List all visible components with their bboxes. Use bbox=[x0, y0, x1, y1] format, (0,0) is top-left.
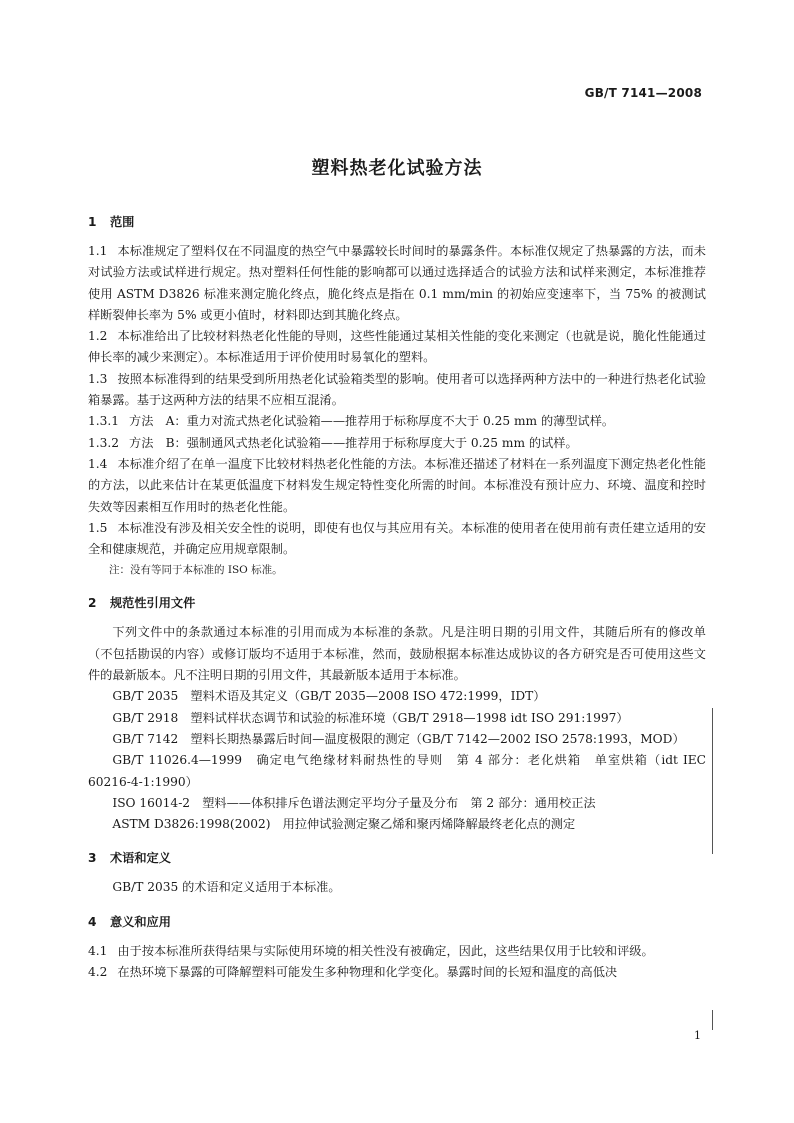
section-number: 3 bbox=[88, 851, 97, 866]
reference-item: GB/T 11026.4—1999 确定电气绝缘材料耐热性的导则 第 4 部分：老化烘箱 单室烘箱（idt IEC 60216-4-1:1990） bbox=[88, 753, 706, 789]
clause-1-3 bbox=[88, 369, 706, 412]
document-title: 塑料热老化试验方法 bbox=[311, 158, 483, 179]
section-1-heading bbox=[88, 212, 706, 232]
clause-1-4 bbox=[88, 454, 706, 518]
section-title: 术语和定义 bbox=[110, 851, 171, 866]
reference-item: GB/T 7142 塑料长期热暴露后时间—温度极限的测定（GB/T 7142—2002 ISO 2578:1993，MOD） bbox=[112, 731, 685, 746]
clause-number: 1.4 bbox=[88, 456, 108, 471]
clause-number: 4.1 bbox=[88, 943, 108, 958]
clause-number: 4.2 bbox=[88, 965, 108, 980]
clause-number: 1.3.1 bbox=[88, 414, 120, 429]
clause-text: 按照本标准得到的结果受到所用热老化试验箱类型的影响。使用者可以选择两种方法中的一种进行热老化试验箱暴露。基于这两种方法的结果不应相互混淆。 bbox=[88, 371, 706, 408]
section-3-heading bbox=[88, 848, 706, 868]
page-number: 1 bbox=[694, 1029, 701, 1042]
clause-1-3-1 bbox=[88, 411, 706, 432]
clause-4-2 bbox=[88, 962, 706, 983]
section-title: 规范性引用文件 bbox=[110, 596, 196, 611]
clause-text: 由于按本标准所获得结果与实际使用环境的相关性没有被确定，因此，这些结果仅用于比较和评级。 bbox=[117, 943, 654, 958]
clause-number: 1.2 bbox=[88, 329, 108, 344]
revision-bar bbox=[712, 1010, 713, 1030]
clause-text: 在热环境下暴露的可降解塑料可能发生多种物理和化学变化。暴露时间的长短和温度的高低决 bbox=[117, 965, 618, 980]
clause-number: 1.3 bbox=[88, 371, 108, 386]
clause-1-3-2 bbox=[88, 433, 706, 454]
section-4-heading bbox=[88, 912, 706, 932]
references-intro: 下列文件中的条款通过本标准的引用而成为本标准的条款。凡是注明日期的引用文件，其随后所有的修改单（不包括勘误的内容）或修订版均不适用于本标准，然而，鼓励根据本标准达成协议的各方研究是否可使用这些文件的最新版本。凡不注明日期的引用文件，其最新版本适用于本标准。 bbox=[88, 625, 706, 683]
section-2-heading bbox=[88, 593, 706, 613]
clause-text: 本标准介绍了在单一温度下比较材料热老化性能的方法。本标准还描述了材料在一系列温度下测定热老化性能的方法，以此来估计在某更低温度下材料发生规定特性变化所需的时间。本标准没有预计应力、环境、温度和控时失效等因素相互作用时的热老化性能。 bbox=[88, 456, 706, 514]
clause-text: 本标准规定了塑料仅在不同温度的热空气中暴露较长时间时的暴露条件。本标准仅规定了热暴露的方法，而未对试验方法或试样进行规定。热对塑料任何性能的影响都可以通过选择适合的试验方法和试样来测定，本标准推荐使用 ASTM D3826 标准来测定脆化终点，脆化终点是指在 0.1 mm/min 的初始应变速率下，当 75% 的被测试样断裂伸长率为 5% 或更小值时，材料即达到其脆化终点。 bbox=[88, 244, 706, 322]
clause-number: 1.1 bbox=[88, 244, 108, 258]
clause-text: 本标准没有涉及相关安全性的说明，即使有也仅与其应用有关。本标准的使用者在使用前有责任建立适用的安全和健康规范，并确定应用规章限制。 bbox=[88, 520, 706, 557]
standard-code: GB/T 7141—2008 bbox=[584, 86, 702, 100]
reference-item: ASTM D3826:1998(2002) 用拉伸试验测定聚乙烯和聚丙烯降解最终老化点的测定 bbox=[112, 817, 576, 832]
clause-1-1 bbox=[88, 241, 706, 326]
clause-1-2 bbox=[88, 326, 706, 369]
clause-text: 本标准给出了比较材料热老化性能的导则，这些性能通过某相关性能的变化来测定（也就是说，脆化性能通过伸长率的减少来测定）。本标准适用于评价使用时易氧化的塑料。 bbox=[88, 329, 706, 365]
clause-text: 方法 B：强制通风式热老化试验箱——推荐用于标称厚度大于 0.25 mm 的试样。 bbox=[129, 435, 578, 450]
clause-4-1 bbox=[88, 941, 706, 962]
note: 注：没有等同于本标准的 ISO 标准。 bbox=[109, 564, 283, 577]
reference-item: ISO 16014-2 塑料——体积排斥色谱法测定平均分子量及分布 第 2 部分：通用校正法 bbox=[112, 795, 596, 810]
section-title: 范围 bbox=[110, 215, 135, 229]
section-title: 意义和应用 bbox=[110, 914, 171, 929]
clause-text: 方法 A：重力对流式热老化试验箱——推荐用于标称厚度不大于 0.25 mm 的薄型试样。 bbox=[129, 414, 615, 429]
section-number: 1 bbox=[88, 215, 97, 229]
reference-item: GB/T 2035 塑料术语及其定义（GB/T 2035—2008 ISO 472:1999，IDT） bbox=[112, 689, 546, 704]
terms-text: GB/T 2035 的术语和定义适用于本标准。 bbox=[112, 880, 341, 895]
revision-bar bbox=[712, 708, 713, 854]
document-body bbox=[88, 212, 706, 983]
section-number: 2 bbox=[88, 596, 97, 611]
clause-number: 1.5 bbox=[88, 520, 108, 535]
clause-number: 1.3.2 bbox=[88, 435, 120, 450]
section-number: 4 bbox=[88, 914, 97, 929]
clause-1-5 bbox=[88, 518, 706, 561]
reference-item: GB/T 2918 塑料试样状态调节和试验的标准环境（GB/T 2918—1998 idt ISO 291:1997） bbox=[112, 710, 629, 725]
